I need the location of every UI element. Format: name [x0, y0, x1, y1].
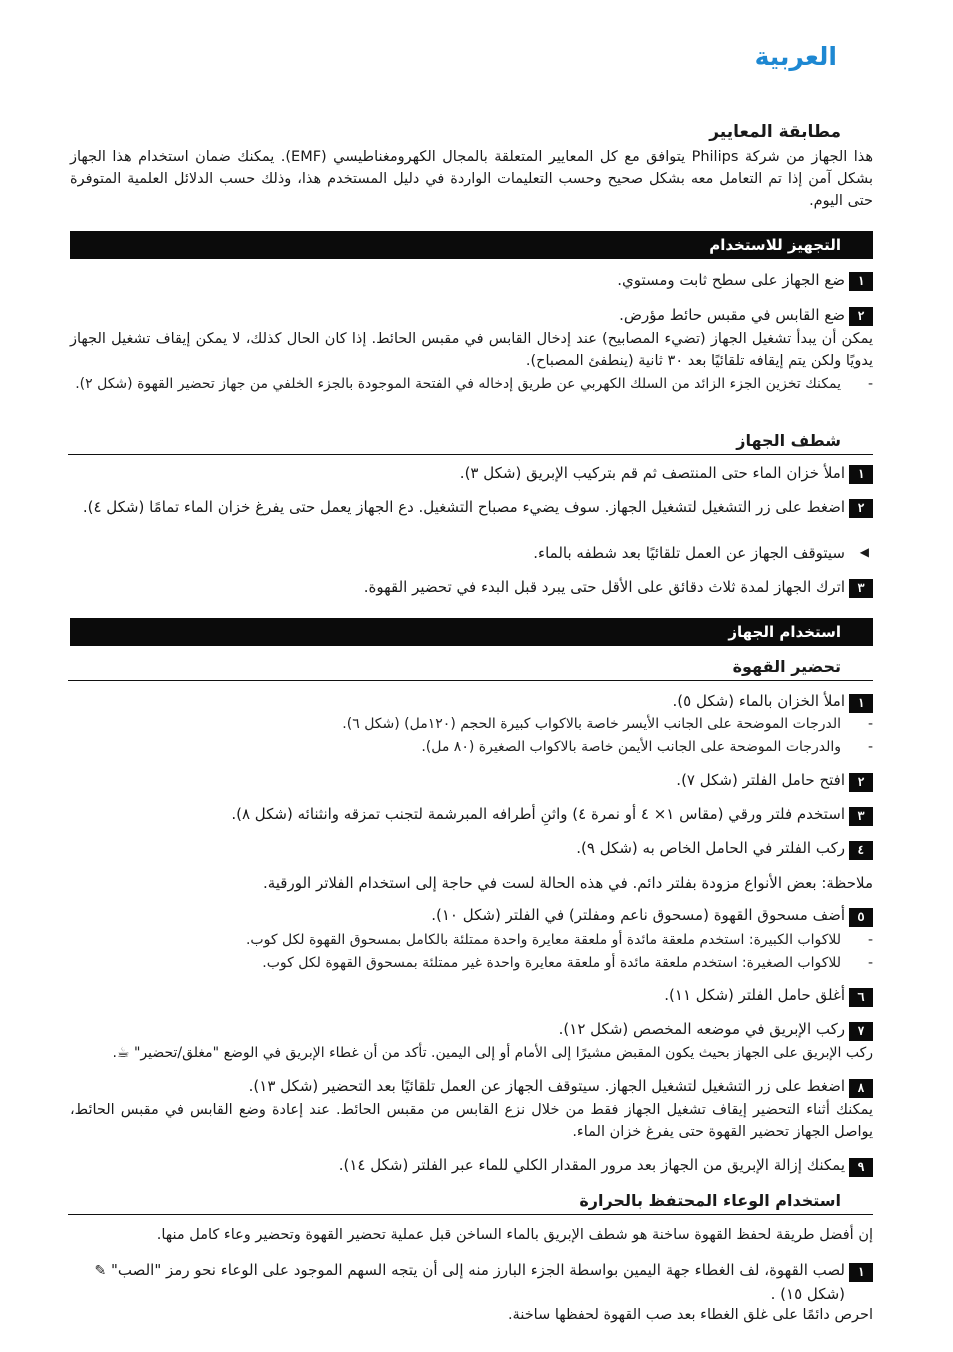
step-text: أضف مسحوق القهوة (مسحوق ناعم ومفلتر) في الفلتر (شكل ١٠). [431, 906, 845, 924]
step-number: ٣ [849, 807, 873, 826]
step-text: أغلق حامل الفلتر (شكل ١١). [664, 986, 845, 1004]
step-number: ٤ [849, 841, 873, 860]
step-number: ١ [849, 694, 873, 713]
step-text: ركب الإبريق في موضعه المخصص (شكل ١٢). [558, 1020, 845, 1038]
step-number: ٩ [849, 1158, 873, 1177]
bullet-item: - يمكنك تخزين الجزء الزائد من السلك الكهربي عن طريق إدخاله في الفتحة الموجودة بالجزء الخلفي من جهاز تحضير القهوة (شكل ٢). [70, 373, 873, 395]
thermos-note: احرص دائمًا على غلق الغطاء بعد صب القهوة لحفظها ساخنة. [507, 1307, 873, 1323]
step-number: ٢ [849, 307, 873, 326]
bullet-item: - الدرجات الموضحة على الجانب الأيسر خاصة بالاكواب كبيرة الحجم (١٢٠مل) (شكل ٦). [70, 713, 873, 735]
jug-icon: ☕ [116, 1045, 130, 1061]
step-number: ١ [849, 272, 873, 291]
flush-title: شطف الجهاز [68, 428, 873, 455]
step-text [70, 1259, 845, 1306]
step-number: ٢ [849, 773, 873, 792]
step-text: اضغط على زر التشغيل لتشغيل الجهاز. سوف يضيء مصباح التشغيل. دع الجهاز يعمل حتى يفرغ خزان الماء تمامًا (شكل ٤). [82, 498, 845, 516]
step-text: استخدم فلتر ورقي (مقاس ١× ٤ أو نمرة ٤) واثنِ أطرافه المبرشمة لتجنب تمزقه وانثنائه (شكل ٨). [231, 805, 845, 823]
thermos-title: استخدام الوعاء المحتفظ بالحرارة [68, 1188, 873, 1215]
bullet-item: - للاكواب الكبيرة: استخدم ملعقة مائدة أو ملعقة معايرة واحدة ممتلئة بالكامل بمسحوق القهوة لكل كوب. [70, 929, 873, 951]
step-text: اضغط على زر التشغيل لتشغيل الجهاز. سيتوقف الجهاز عن العمل تلقائيًا بعد التحضير (شكل ١٣). [248, 1077, 845, 1095]
step-text: ركب الفلتر في الحامل الخاص به (شكل ٩). [576, 839, 845, 857]
section-bar-use: استخدام الجهاز [70, 618, 873, 646]
result-text: سيتوقف الجهاز عن العمل تلقائيًا بعد شطفه بالماء. [533, 544, 845, 562]
bullet-item: - والدرجات الموضحة على الجانب الأيمن خاصة بالاكواب الصغيرة (٨٠ مل). [70, 736, 873, 758]
step-text: اترك الجهاز لمدة ثلاث دقائق على الأقل حتى يبرد قبل البدء في تحضير القهوة. [363, 578, 845, 596]
step-number: ٣ [849, 579, 873, 598]
step-number: ٢ [849, 499, 873, 518]
step-text-end: (شكل ١٥) . [770, 1285, 845, 1303]
step-note: ركب الإبريق على الجهاز بحيث يكون المقبض مشيرًا إلى الأمام أو إلى اليمين. تأكد من أن غطاء الإبريق في الوضع "مغلق/تحضير" ☕. [112, 1045, 873, 1061]
manual-page [68, 0, 873, 1352]
section-bar-prepare: التجهيز للاستخدام [70, 231, 873, 259]
result-arrow-icon: ◀ [859, 545, 869, 559]
step-number: ١ [849, 465, 873, 484]
language-heading: العربية [754, 42, 837, 71]
standards-body: هذا الجهاز من شركة Philips يتوافق مع كل المعايير المتعلقة بالمجال الكهرومغناطيسي (EMF). يمكنك ضمان استخدام هذا الجهاز بشكل آمن إذا تم التعامل معه بشكل صحيح وحسب التعليمات الواردة في دليل المستخدم هذا، وذلك حسب الدلائل العلمية المتوفرة حتى اليوم. [70, 149, 873, 209]
step-note: يمكن أن يبدأ تشغيل الجهاز (تضيء المصابيح) عند إدخال القابس في مقبس الحائط. إذا كان الحال كذلك، لا يمكن إيقاف تشغيل الجهاز يدويًا ولكن يتم إيقافه تلقائيًا بعد ٣٠ ثانية (ينطفئ المصباح). [70, 331, 873, 369]
standards-title: مطابقة المعايير [709, 122, 841, 142]
thermos-intro: إن أفضل طريقة لحفظ القهوة ساخنة هو شطف الإبريق بالماء الساخن قبل عملية تحضير القهوة وتحضير وعاء كامل منها. [156, 1227, 873, 1243]
step-text: ضع القابس في مقبس حائط مؤرض. [619, 306, 845, 324]
step-note-text: ركب الإبريق على الجهاز بحيث يكون المقبض مشيرًا إلى الأمام أو إلى اليمين. تأكد من أن غطاء الإبريق في الوضع "مغلق/تحضير" [133, 1045, 873, 1061]
step-text: املأ الخزان بالماء (شكل ٥). [672, 692, 845, 710]
step-text: يمكنك إزالة الإبريق من الجهاز بعد مرور المقدار الكلي للماء عبر الفلتر (شكل ١٤). [338, 1156, 845, 1174]
step-text: املأ خزان الماء حتى المنتصف ثم قم بتركيب الإبريق (شكل ٣). [459, 464, 845, 482]
step-number: ٥ [849, 908, 873, 927]
step-number: ٨ [849, 1079, 873, 1098]
step-text: ضع الجهاز على سطح ثابت ومستوي. [617, 271, 845, 289]
step-note: يمكنك أثناء التحضير إيقاف تشغيل الجهاز فقط من خلال نزع القابس من مقبس الحائط. عند إعادة وضع القابس في مقبس الحائط، يواصل الجهاز تحضير القهوة حتى يفرغ خزان الماء. [70, 1102, 873, 1140]
brew-title: تحضير القهوة [68, 654, 873, 681]
pour-icon: ✎ [94, 1263, 107, 1279]
step-text-main: لصب القهوة، لف الغطاء جهة اليمين بواسطة الجزء البارز منه إلى أن يتجه السهم الموجود على الوعاء نحو رمز "الصب" [110, 1261, 845, 1279]
step-number: ١ [849, 1263, 873, 1282]
step-text: افتح حامل الفلتر (شكل ٧). [676, 771, 845, 789]
bullet-item: - للاكواب الصغيرة: استخدم ملعقة مائدة أو ملعقة معايرة واحدة غير ممتلئة بمسحوق القهوة لكل كوب. [70, 952, 873, 974]
remark-text: ملاحظة: بعض الأنواع مزودة بفلتر دائم. في هذه الحالة لست في حاجة إلى استخدام الفلاتر الورقية. [262, 874, 873, 892]
step-number: ٧ [849, 1022, 873, 1041]
step-number: ٦ [849, 988, 873, 1007]
